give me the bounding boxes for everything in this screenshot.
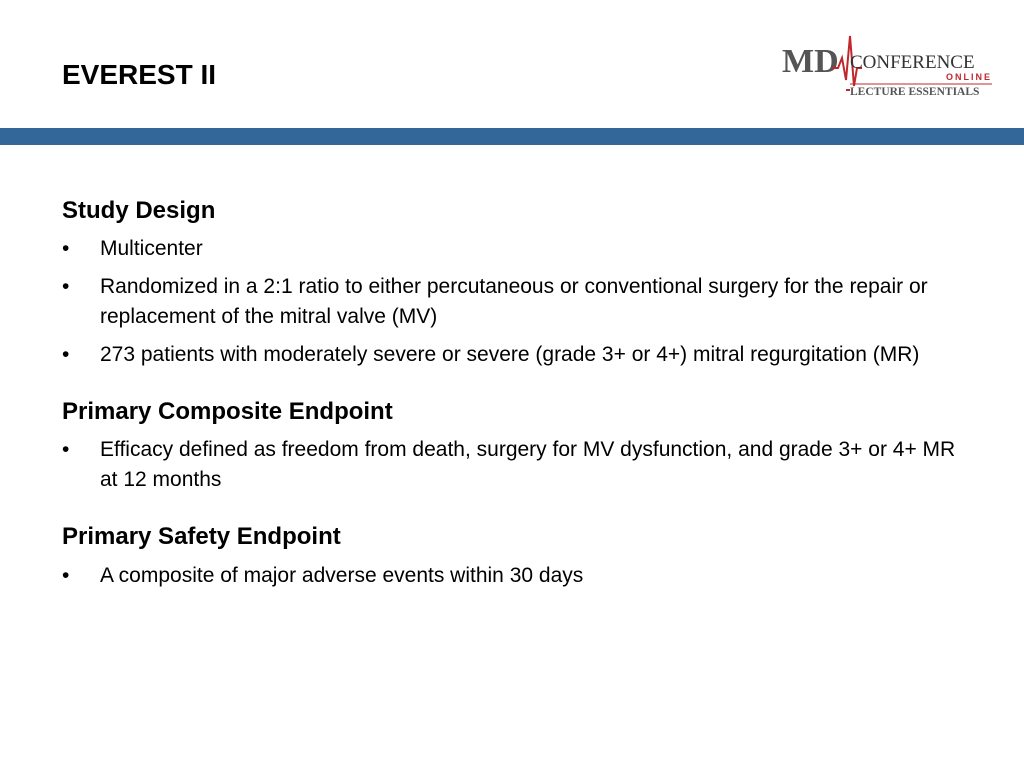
logo-conference-text: CONFERENCE <box>850 52 975 73</box>
bullet-list <box>62 234 962 370</box>
logo-tagline-text: LECTURE ESSENTIALS <box>850 86 980 98</box>
slide-content <box>62 195 962 617</box>
bullet-marker: • <box>62 343 70 367</box>
bullet-item <box>62 272 962 332</box>
bullet-list <box>62 435 962 495</box>
bullet-marker: • <box>62 275 70 299</box>
section-heading: Study Design <box>62 197 216 224</box>
section-heading: Primary Safety Endpoint <box>62 523 341 551</box>
bullet-item <box>62 435 962 495</box>
section-primary-composite-endpoint <box>62 396 962 495</box>
bullet-text: A composite of major adverse events within 30 days <box>100 563 584 587</box>
bullet-text: Efficacy defined as freedom from death, surgery for MV dysfunction, and grade 3+ or 4+ MR at 12 months <box>100 438 956 492</box>
bullet-list <box>62 561 962 591</box>
bullet-marker: • <box>62 438 70 462</box>
bullet-item <box>62 561 962 591</box>
bullet-item <box>62 234 962 264</box>
bullet-marker: • <box>62 237 70 261</box>
bullet-marker: • <box>62 563 70 587</box>
section-primary-safety-endpoint <box>62 521 962 590</box>
section-heading: Primary Composite Endpoint <box>62 398 393 426</box>
bullet-item <box>62 340 962 370</box>
bullet-text: Randomized in a 2:1 ratio to either percutaneous or conventional surgery for the repair or replacement of the mitral valve (MV) <box>100 275 928 329</box>
bullet-text: 273 patients with moderately severe or severe (grade 3+ or 4+) mitral regurgitation (MR) <box>100 343 920 367</box>
section-study-design <box>62 195 962 370</box>
bullet-text: Multicenter <box>100 237 203 261</box>
md-conference-logo <box>780 28 995 98</box>
slide-title: EVEREST II <box>62 59 217 90</box>
header-divider-band <box>0 128 1024 145</box>
logo-online-text: ONLINE <box>945 72 992 82</box>
logo-md-text: MD <box>782 43 839 80</box>
